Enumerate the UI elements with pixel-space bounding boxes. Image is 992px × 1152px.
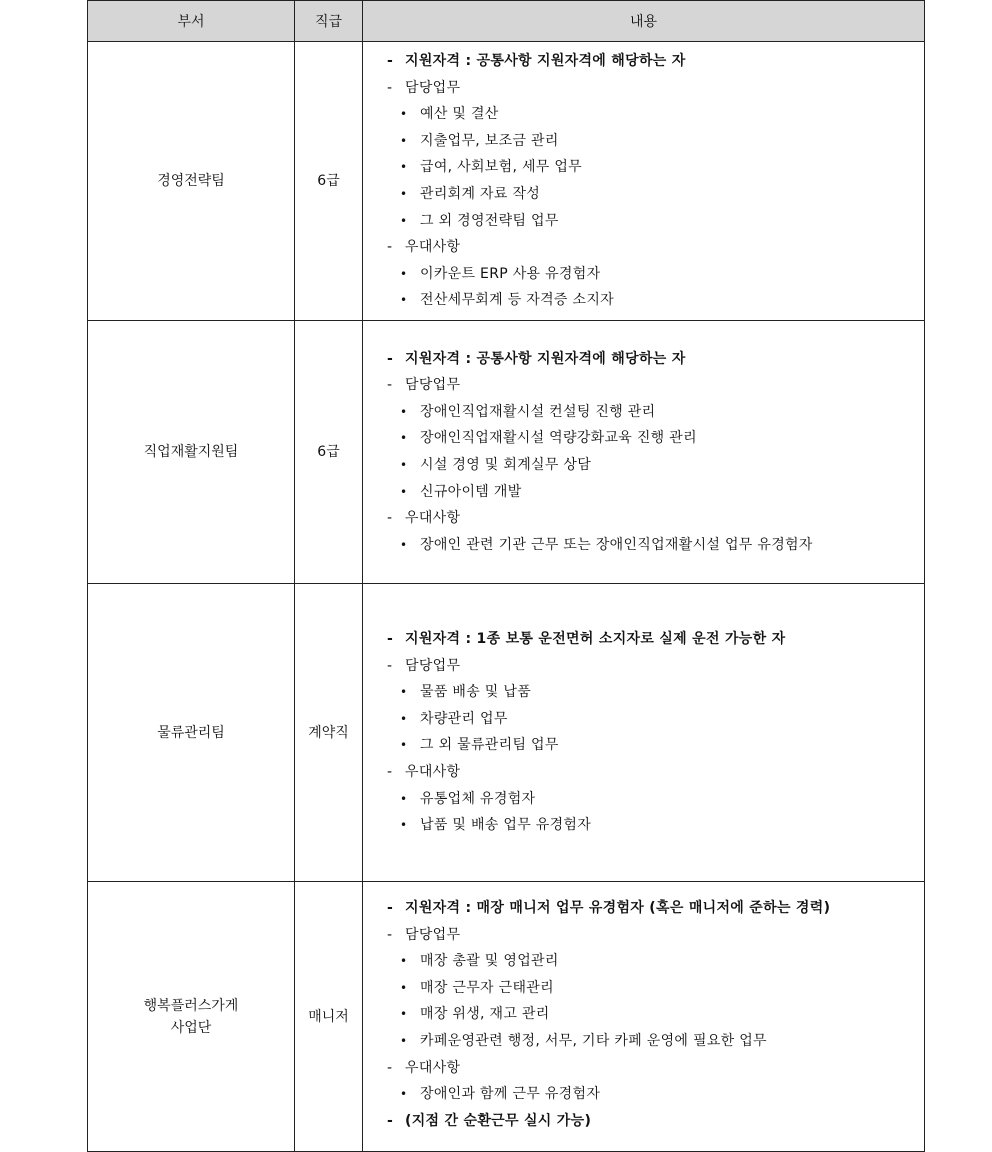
line-text: 지원자격 : 공통사항 지원자격에 해당하는 자 <box>405 53 686 69</box>
bullet-item <box>387 208 924 235</box>
section-item <box>387 1108 924 1135</box>
line-text: 지원자격 : 1종 보통 운전면허 소지자로 실제 운전 가능한 자 <box>405 631 786 647</box>
section-item <box>387 346 924 373</box>
bullet-icon: • <box>400 818 408 833</box>
line-text: 장애인직업재활시설 컨설팅 진행 관리 <box>420 403 656 420</box>
dash-icon: - <box>387 1112 394 1129</box>
grade-cell: 매니저 <box>295 882 363 1152</box>
content-cell <box>363 42 925 321</box>
section-item <box>387 234 924 261</box>
grade-cell: 6급 <box>295 42 363 321</box>
section-item <box>387 505 924 532</box>
line-text: 지원자격 : 매장 매니저 업무 유경험자 (혹은 매니저에 준하는 경력) <box>405 900 831 916</box>
bullet-icon: • <box>400 685 408 700</box>
content-cell <box>363 321 925 584</box>
bullet-item <box>387 948 924 975</box>
bullet-item <box>387 975 924 1002</box>
dash-icon: - <box>387 350 394 367</box>
bullet-item <box>387 479 924 506</box>
header-grade: 직급 <box>295 1 363 42</box>
bullet-icon: • <box>400 293 408 308</box>
dash-icon: - <box>387 926 393 943</box>
content-cell <box>363 584 925 882</box>
line-text: 물품 배송 및 납품 <box>420 684 532 701</box>
section-item <box>387 48 924 75</box>
dash-icon: - <box>387 1059 393 1076</box>
line-text: 시설 경영 및 회계실무 상담 <box>420 457 592 473</box>
job-posting-table <box>87 0 925 1152</box>
bullet-icon: • <box>400 1007 408 1022</box>
bullet-item <box>387 1001 924 1028</box>
bullet-icon: • <box>400 954 408 969</box>
bullet-icon: • <box>400 711 408 726</box>
bullet-icon: • <box>400 738 408 753</box>
bullet-item <box>387 732 924 759</box>
bullet-item <box>387 287 924 314</box>
table-row <box>88 321 925 584</box>
section-item <box>387 1055 924 1082</box>
bullet-icon: • <box>400 484 408 499</box>
dept-line: 행복플러스가게 <box>143 997 239 1014</box>
header-dept: 부서 <box>88 1 295 42</box>
line-text: 급여, 사회보험, 세무 업무 <box>420 159 582 176</box>
header-row <box>88 1 925 42</box>
bullet-icon: • <box>400 186 408 201</box>
line-text: 담당업무 <box>405 657 461 674</box>
bullet-item <box>387 154 924 181</box>
dash-icon: - <box>387 631 394 647</box>
bullet-item <box>387 261 924 288</box>
bullet-item <box>387 706 924 733</box>
dash-icon: - <box>387 53 394 69</box>
bullet-icon: • <box>400 107 408 122</box>
line-text: 유통업체 유경험자 <box>420 790 536 807</box>
header-content: 내용 <box>363 1 925 42</box>
bullet-icon: • <box>400 431 408 446</box>
line-text: 장애인직업재활시설 역량강화교육 진행 관리 <box>420 430 697 447</box>
line-text: 매장 총괄 및 영업관리 <box>420 953 559 970</box>
line-text: 장애인 관련 기관 근무 또는 장애인직업재활시설 업무 유경험자 <box>420 536 813 553</box>
line-text: 매장 근무자 근태관리 <box>420 979 554 996</box>
section-item <box>387 759 924 786</box>
line-text: 우대사항 <box>405 239 461 256</box>
bullet-icon: • <box>400 133 408 148</box>
line-text: 담당업무 <box>405 79 461 96</box>
bullet-item <box>387 1028 924 1055</box>
bullet-item <box>387 786 924 813</box>
section-item <box>387 922 924 949</box>
line-text: 지출업무, 보조금 관리 <box>420 132 559 149</box>
bullet-icon: • <box>400 266 408 281</box>
bullet-item <box>387 812 924 839</box>
bullet-item <box>387 532 924 559</box>
dash-icon: - <box>387 900 394 916</box>
line-text: 지원자격 : 공통사항 지원자격에 해당하는 자 <box>405 350 686 367</box>
line-text: 차량관리 업무 <box>420 710 508 727</box>
content-cell <box>363 882 925 1152</box>
dash-icon: - <box>387 510 393 527</box>
section-item <box>387 895 924 922</box>
bullet-icon: • <box>400 160 408 175</box>
dept-line: 사업단 <box>170 1019 212 1036</box>
dash-icon: - <box>387 763 393 780</box>
line-text: 그 외 물류관리팀 업무 <box>420 737 559 754</box>
line-text: 매장 위생, 재고 관리 <box>420 1006 550 1023</box>
dash-icon: - <box>387 377 393 394</box>
line-text: 장애인과 함께 근무 유경험자 <box>420 1086 601 1103</box>
bullet-icon: • <box>400 1087 408 1102</box>
bullet-icon: • <box>400 791 408 806</box>
dash-icon: - <box>387 239 393 256</box>
line-text: 전산세무회계 등 자격증 소지자 <box>420 292 614 309</box>
bullet-icon: • <box>400 458 408 472</box>
table-row <box>88 882 925 1152</box>
grade-cell: 계약직 <box>295 584 363 882</box>
section-item <box>387 626 924 653</box>
table-row <box>88 42 925 321</box>
line-text: 우대사항 <box>405 510 461 527</box>
dept-cell <box>88 882 295 1152</box>
grade-cell: 6급 <box>295 321 363 584</box>
section-item <box>387 372 924 399</box>
bullet-item <box>387 181 924 208</box>
line-text: 우대사항 <box>405 763 461 780</box>
line-text: 신규아이템 개발 <box>420 483 522 500</box>
line-text: 납품 및 배송 업무 유경험자 <box>420 817 592 834</box>
bullet-icon: • <box>400 1033 408 1048</box>
line-text: 담당업무 <box>405 926 461 943</box>
line-text: 우대사항 <box>405 1059 461 1076</box>
dash-icon: - <box>387 79 393 96</box>
bullet-item <box>387 399 924 426</box>
bullet-item <box>387 1081 924 1108</box>
line-text: 이카운트 ERP 사용 유경험자 <box>420 265 601 282</box>
dept-cell: 경영전략팀 <box>88 42 295 321</box>
bullet-icon: • <box>400 404 408 419</box>
line-text: 담당업무 <box>405 377 461 394</box>
bullet-item <box>387 101 924 128</box>
bullet-item <box>387 452 924 479</box>
bullet-item <box>387 425 924 452</box>
section-item <box>387 75 924 102</box>
bullet-icon: • <box>400 537 408 552</box>
bullet-item <box>387 128 924 155</box>
bullet-icon: • <box>400 980 408 995</box>
dept-cell: 직업재활지원팀 <box>88 321 295 584</box>
dash-icon: - <box>387 657 393 674</box>
section-item <box>387 653 924 680</box>
line-text: (지점 간 순환근무 실시 가능) <box>405 1112 592 1129</box>
bullet-item <box>387 679 924 706</box>
bullet-icon: • <box>400 213 408 228</box>
line-text: 예산 및 결산 <box>420 106 499 123</box>
line-text: 카페운영관련 행정, 서무, 기타 카페 운영에 필요한 업무 <box>420 1032 767 1049</box>
dept-cell: 물류관리팀 <box>88 584 295 882</box>
line-text: 그 외 경영전략팀 업무 <box>420 212 559 229</box>
table-row <box>88 584 925 882</box>
line-text: 관리회계 자료 작성 <box>420 185 541 202</box>
